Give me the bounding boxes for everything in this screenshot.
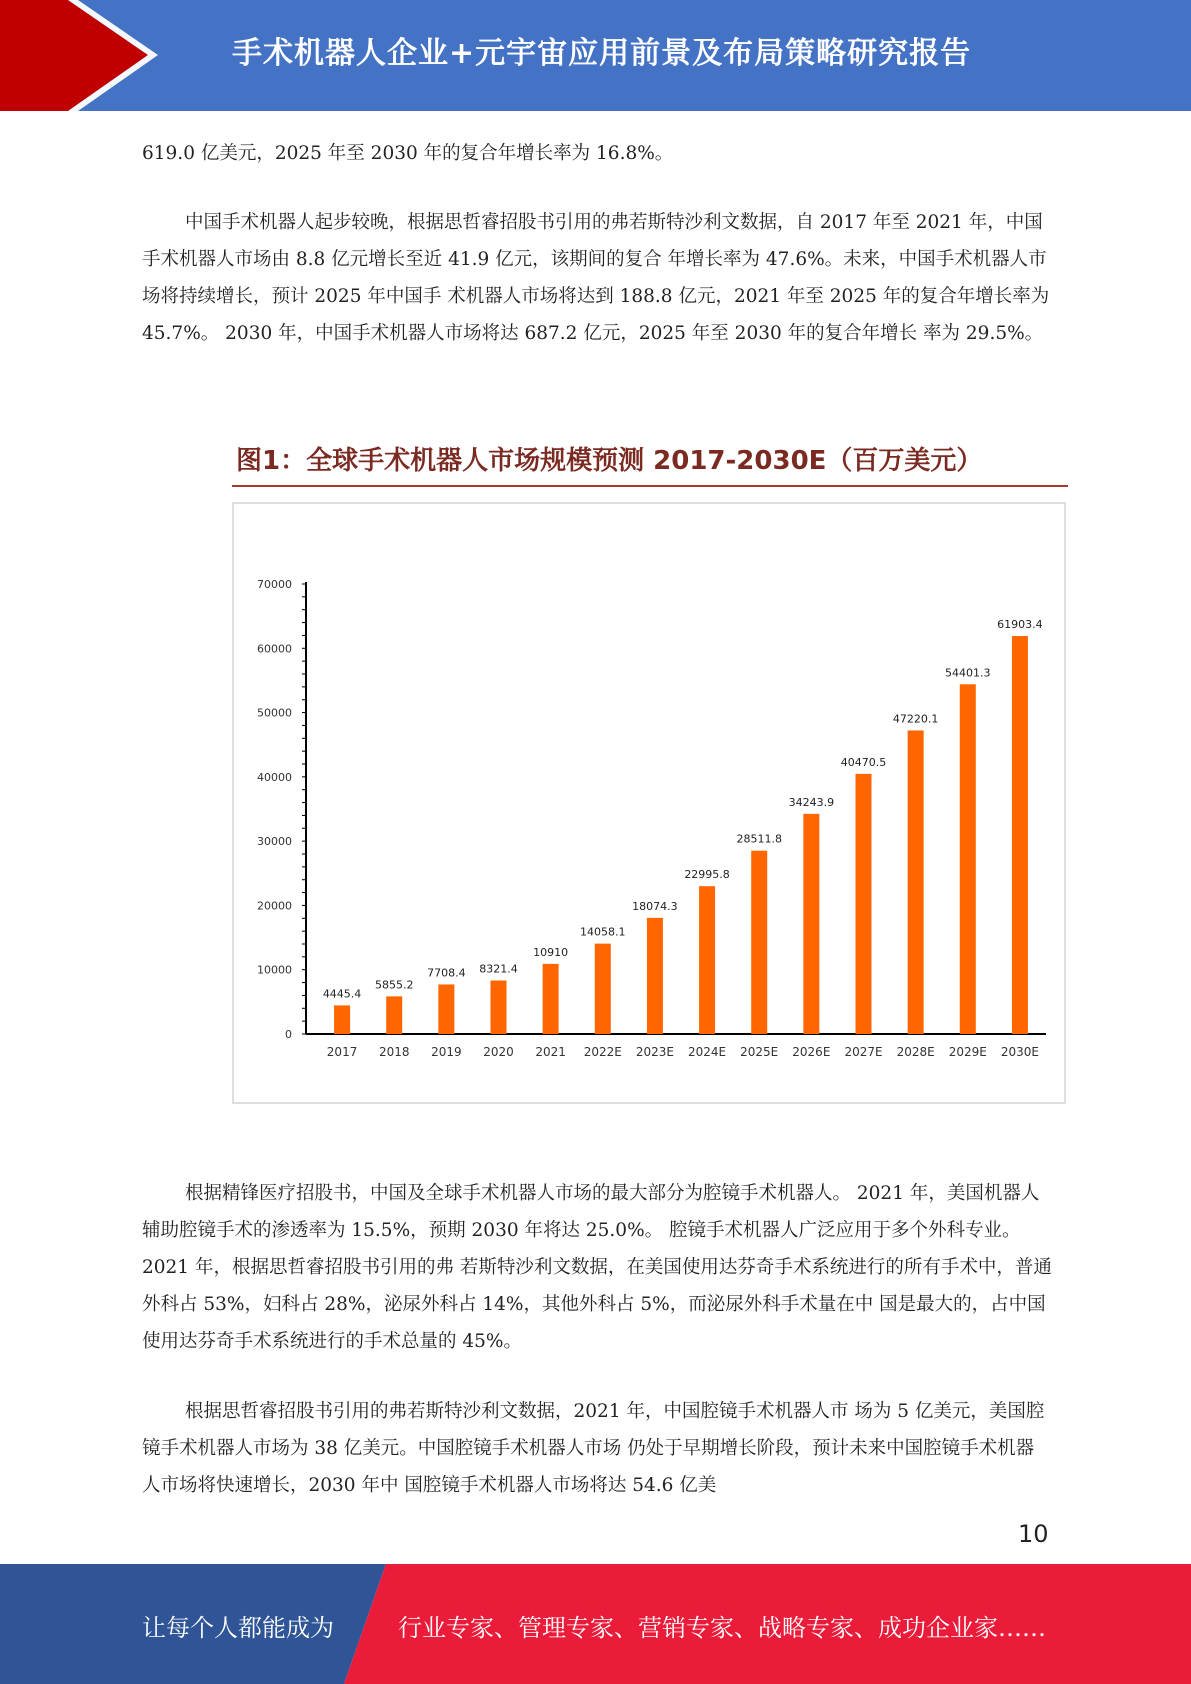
x-tick-label: 2019: [431, 1045, 462, 1059]
x-tick-label: 2025E: [740, 1045, 779, 1059]
paragraph-3: 根据思哲睿招股书引用的弗若斯特沙利文数据，2021 年，中国腔镜手术机器人市 场为 5 亿美元，美国腔镜手术机器人市场为 38 亿美元。中国腔镜手术机器人市场 仍处于早期增长阶段，预计未来中国腔镜手术机器人市场将快速增长，2030 年中 国腔镜手术机器人市场将达 54.6 亿美: [142, 1401, 1045, 1496]
y-tick-label: 60000: [257, 642, 292, 656]
page-footer: [0, 1564, 1191, 1684]
x-tick-label: 2024E: [688, 1045, 727, 1059]
page-number: 10: [1018, 1520, 1049, 1548]
y-tick-label: 20000: [257, 899, 292, 913]
x-tick-label: 2017: [326, 1045, 358, 1059]
bar: [334, 1005, 350, 1034]
data-label: 54401.3: [945, 666, 991, 680]
y-tick-label: 0: [285, 1028, 292, 1041]
x-tick-label: 2018: [378, 1045, 410, 1059]
bar: [856, 774, 872, 1034]
y-tick-label: 70000: [257, 578, 292, 591]
figure-title-rule: [232, 485, 1068, 487]
x-tick-label: 2030E: [1000, 1045, 1039, 1059]
x-tick-label: 2028E: [896, 1045, 935, 1059]
figure-title: 图1：全球手术机器人市场规模预测 2017-2030E（百万美元）: [236, 446, 983, 476]
x-tick-label: 2029E: [948, 1045, 987, 1059]
bar: [647, 918, 663, 1034]
paragraph-1: 中国手术机器人起步较晚，根据思哲睿招股书引用的弗若斯特沙利文数据，自 2017 年至 2021 年，中国手术机器人市场由 8.8 亿元增长至近 41.9 亿元，该期间的复合 年增长率为 47.6%。未来，中国手术机器人市场将持续增长，预计 2025 年中国手 术机器人市场将达到 188.8 亿元，2021 年至 2025 年的复合年增长率为 45.7%。 2030 年，中国手术机器人市场将达 687.2 亿元，2025 年至 2030 年的复合年增长 率为 29.5%。: [142, 212, 1050, 344]
bar: [386, 996, 402, 1034]
data-label: 18074.3: [632, 899, 678, 913]
bar: [908, 730, 924, 1034]
paragraph-2: 根据精锋医疗招股书，中国及全球手术机器人市场的最大部分为腔镜手术机器人。 2021 年，美国机器人辅助腔镜手术的渗透率为 15.5%，预期 2030 年将达 25.0%。 腔镜手术机器人广泛应用于多个外科专业。2021 年，根据思哲睿招股书引用的弗 若斯特沙利文数据，在美国使用达芬奇手术系统进行的所有手术中，普通外科占 53%，妇科占 28%，泌尿外科占 14%，其他外科占 5%，而泌尿外科手术量在中 国是最大的，占中国使用达芬奇手术系统进行的手术总量的 45%。: [142, 1183, 1052, 1352]
paragraph-0: 619.0 亿美元，2025 年至 2030 年的复合年增长率为 16.8%。: [142, 143, 674, 164]
header-arrow-icon: [0, 0, 148, 111]
bar: [803, 814, 819, 1034]
data-label: 10910: [533, 945, 569, 959]
data-label: 47220.1: [892, 712, 939, 726]
x-tick-label: 2023E: [635, 1045, 674, 1059]
footer-slogan-right: 行业专家、管理专家、营销专家、战略专家、成功企业家……: [398, 1614, 1046, 1642]
data-label: 5855.2: [374, 978, 414, 992]
bar: [751, 851, 767, 1034]
y-tick-label: 40000: [257, 770, 292, 784]
footer-slogan-left: 让每个人都能成为: [142, 1614, 334, 1642]
data-label: 8321.4: [479, 962, 518, 976]
bar: [595, 944, 611, 1034]
bar: [543, 964, 559, 1034]
data-label: 61903.4: [997, 618, 1043, 632]
data-label: 28511.8: [736, 832, 782, 846]
bar: [1012, 636, 1028, 1034]
data-label: 40470.5: [840, 755, 887, 769]
data-label: 4445.4: [322, 987, 362, 1001]
data-label: 14058.1: [580, 925, 626, 939]
x-tick-label: 2026E: [792, 1045, 831, 1059]
chart-svg: [234, 504, 1064, 1102]
bar: [491, 981, 507, 1034]
bar-chart: [232, 502, 1066, 1104]
bar: [438, 984, 454, 1034]
y-tick-label: 50000: [257, 706, 292, 720]
header-title: 手术机器人企业+元宇宙应用前景及布局策略研究报告: [232, 36, 972, 71]
x-tick-label: 2021: [535, 1045, 566, 1059]
x-tick-label: 2020: [483, 1045, 514, 1059]
x-tick-label: 2022E: [583, 1045, 622, 1059]
x-tick-label: 2027E: [844, 1045, 883, 1059]
y-tick-label: 30000: [257, 835, 292, 849]
bar: [960, 684, 976, 1034]
page-header: [0, 0, 1191, 111]
y-tick-label: 10000: [257, 963, 292, 977]
data-label: 22995.8: [684, 868, 730, 882]
data-label: 34243.9: [788, 795, 835, 809]
data-label: 7708.4: [427, 966, 466, 980]
bar: [699, 886, 715, 1034]
